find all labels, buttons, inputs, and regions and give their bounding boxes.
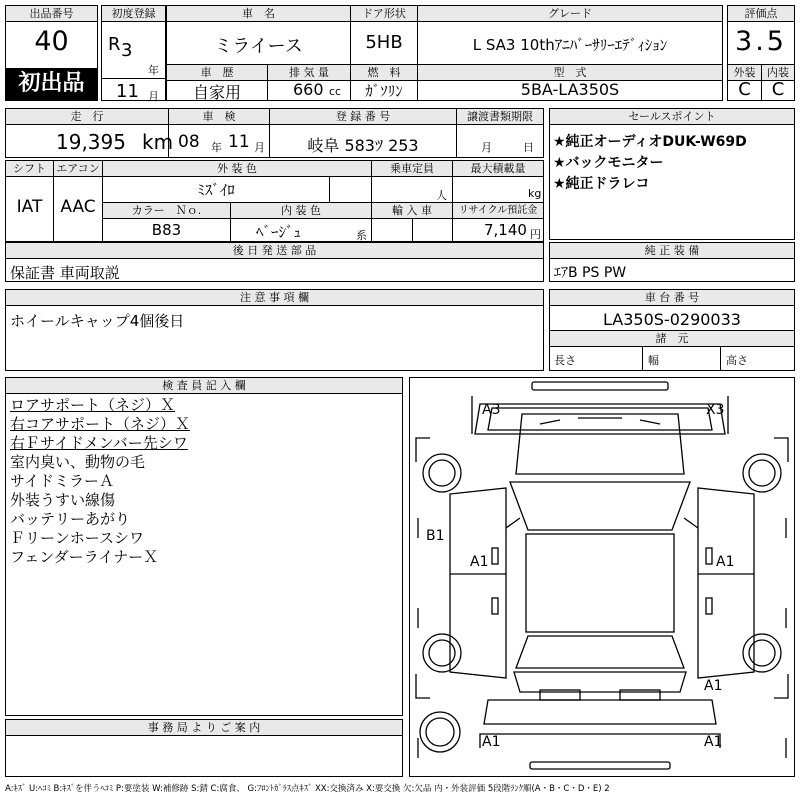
car-diagram	[410, 378, 794, 776]
chassis-label: 車 台 番 号	[550, 290, 794, 306]
int-color-unit: 系	[356, 229, 367, 242]
recycle-fee: 7,140	[484, 221, 527, 239]
mark-front-left: A3	[482, 402, 501, 418]
grade-label: グレード	[418, 6, 722, 22]
later-parts-label: 後 日 発 送 部 品	[6, 243, 543, 259]
inspection-year: 08	[178, 132, 200, 152]
inspector-line-3: 右Ｆサイドメンバー先シワ	[10, 434, 188, 452]
mark-left-door: A1	[470, 554, 489, 570]
door-type: 5HB	[365, 32, 403, 53]
ac-label: エアコン	[54, 161, 102, 177]
legend: A:ｷｽﾞ U:ﾍｺﾐ B:ｷｽﾞを伴うﾍｺﾐ P:要塗装 W:補修跡 S:錆 C:腐食、 G:ﾌﾛﾝﾄｶﾞﾗｽ点ｷｽﾞ XX:交換済み X:要交換 欠:欠品 内・外装評価 5段階ﾗﾝｸ順(A・B・C・D・E) 2	[5, 784, 610, 794]
first-reg-year: 3	[121, 40, 133, 61]
color-no: B83	[151, 221, 182, 239]
chassis-box	[549, 289, 795, 371]
inspection-year-unit: 年	[211, 141, 222, 154]
inspector-line-2: 右コアサポート（ネジ）Ｘ	[10, 415, 191, 433]
import-label: 輸 入 車	[372, 203, 452, 219]
fuel: ｶﾞｿﾘﾝ	[365, 82, 403, 100]
recycle-unit: 円	[530, 228, 541, 241]
history-label: 車 歴	[167, 65, 267, 81]
int-grade-label: 内装	[762, 65, 794, 81]
ext-grade: C	[738, 79, 751, 100]
mark-front-right: X3	[706, 402, 725, 418]
displacement-label: 排 気 量	[268, 65, 350, 81]
height-label: 高さ	[726, 354, 748, 367]
inspector-line-1: ロアサポート（ネジ）Ｘ	[10, 396, 176, 414]
inspector-line-7: バッテリーあがり	[10, 510, 131, 528]
office-label: 事 務 局 よ り ご 案 内	[6, 720, 402, 736]
ext-color: ﾐｽﾞｲﾛ	[197, 181, 235, 199]
mark-left-front-fender: B1	[426, 528, 445, 544]
later-parts-box	[5, 242, 544, 282]
score-box	[727, 5, 795, 101]
int-grade: C	[771, 79, 785, 100]
load-label: 最大積載量	[453, 161, 543, 177]
model: 5BA-LA350S	[520, 80, 620, 99]
chassis-number: LA350S-0290033	[603, 310, 741, 329]
shift-label: シフト	[6, 161, 53, 177]
car-info-box	[166, 5, 723, 101]
transfer-label: 譲渡書類期限	[457, 109, 543, 125]
sales-point-3: ★純正ドラレコ	[553, 176, 650, 192]
width-label: 幅	[648, 354, 659, 367]
int-color: ﾍﾞｰｼﾞｭ	[256, 223, 302, 241]
inspector-line-9: フェンダーライナーＸ	[10, 548, 159, 566]
office-box	[5, 719, 403, 777]
shift: IAT	[16, 197, 43, 217]
reg-number: 岐阜 583ﾂ 253	[307, 136, 419, 155]
car-name: ミライース	[214, 36, 303, 57]
inspector-notes	[10, 396, 190, 567]
mark-rear-right: A1	[704, 678, 723, 694]
lot-number: 40	[34, 26, 69, 57]
inspector-line-6: 外装うすい線傷	[10, 491, 116, 509]
equipment-label: 純 正 装 備	[550, 243, 794, 259]
car-name-label: 車 名	[167, 6, 350, 22]
grade: L SA3 10thｱﾆﾊﾞｰｻﾘｰｴﾃﾞｨｼｮﾝ	[472, 36, 668, 54]
equipment: ｴｱB PS PW	[554, 265, 627, 281]
ac: AAC	[60, 197, 96, 217]
transfer-day: 日	[523, 141, 534, 154]
inspector-line-5: サイドミラーＡ	[10, 472, 114, 490]
int-color-label: 内 装 色	[231, 203, 371, 219]
inspector-line-8: Ｆリーンホースシワ	[10, 529, 144, 547]
first-reg-year-unit: 年	[148, 64, 159, 77]
inspection-month-unit: 月	[254, 141, 265, 154]
lot-label: 出品番号	[6, 6, 97, 22]
inspector-box	[5, 377, 403, 716]
mark-right-door: A1	[716, 554, 735, 570]
history: 自家用	[192, 83, 241, 102]
row3-box	[5, 160, 544, 242]
inspector-line-4: 室内臭い、動物の毛	[10, 453, 146, 471]
dims-label: 諸 元	[550, 331, 794, 347]
first-reg-era: R	[108, 34, 121, 55]
capacity-unit: 人	[436, 189, 447, 202]
mark-rear-bumper-left: A1	[482, 734, 501, 750]
first-reg-box	[101, 5, 166, 101]
inspection-label: 車 検	[169, 109, 269, 125]
fuel-label: 燃 料	[351, 65, 417, 81]
row2-box	[5, 108, 544, 158]
displacement-unit: cc	[329, 85, 342, 98]
sales-point-box	[549, 108, 795, 240]
equipment-box	[549, 242, 795, 282]
inspection-month: 11	[228, 132, 250, 152]
caution-text: ホイールキャップ4個後日	[10, 312, 185, 330]
car-diagram-box	[409, 377, 795, 777]
recycle-label: リサイクル預託金	[453, 203, 543, 219]
mileage: 19,395	[56, 130, 126, 154]
model-label: 型 式	[418, 65, 722, 81]
first-reg-month: 11	[116, 81, 139, 102]
ext-grade-label: 外装	[728, 65, 761, 81]
load-unit: kg	[528, 187, 542, 200]
mark-rear-bumper-right: A1	[704, 734, 723, 750]
first-reg-month-unit: 月	[148, 90, 159, 103]
mileage-unit: km	[142, 130, 174, 154]
caution-box	[5, 289, 544, 371]
door-label: ドア形状	[351, 6, 417, 22]
lot-box	[5, 5, 98, 101]
sales-point-1: ★純正オーディオDUK-W69D	[553, 134, 747, 150]
color-no-label: カラー Ｎｏ.	[103, 203, 230, 219]
ext-color-label: 外 装 色	[103, 161, 371, 177]
length-label: 長さ	[554, 354, 576, 367]
first-listing-badge: 初出品	[6, 68, 97, 100]
transfer-month: 月	[481, 141, 492, 154]
sales-point-2: ★バックモニター	[553, 155, 664, 171]
capacity-label: 乗車定員	[372, 161, 452, 177]
mileage-label: 走 行	[6, 109, 168, 125]
inspector-label: 検 査 員 記 入 欄	[6, 378, 402, 394]
later-parts: 保証書 車両取説	[10, 264, 120, 282]
score: 3.5	[735, 26, 787, 57]
first-reg-label: 初度登録	[102, 6, 165, 22]
reg-no-label: 登 録 番 号	[270, 109, 456, 125]
displacement: 660	[293, 80, 324, 99]
score-label: 評価点	[728, 6, 794, 22]
caution-label: 注 意 事 項 欄	[6, 290, 543, 306]
sales-point-label: セールスポイント	[550, 109, 794, 125]
